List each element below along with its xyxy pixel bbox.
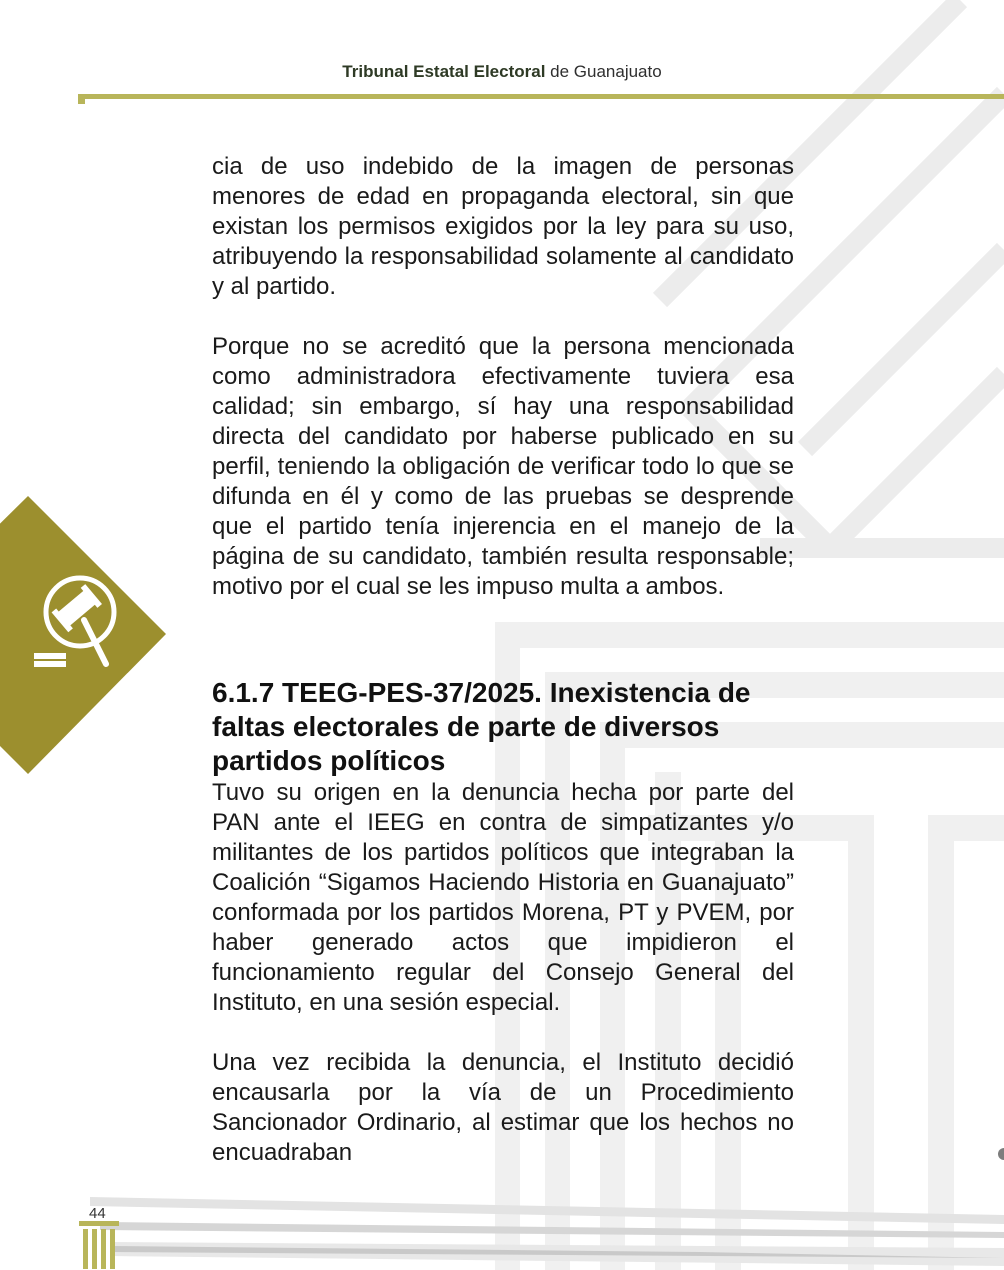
edge-mark — [998, 1148, 1004, 1160]
section-heading: 6.1.7 TEEG-PES-37/2025. Inexistencia de faltas electorales de parte de diversos partidos políticos — [212, 677, 751, 776]
paragraph-2: Porque no se acreditó que la persona mencionada como administradora efectivamente tuviera esa calidad; sin embargo, sí hay una responsabilidad directa del candidato por haberse publicado en su perfil, teniendo la obligación de verificar todo lo que se difunda en él y como de las pruebas se desprende que el partido tenía injerencia en el manejo de la página de su candidato, también resulta responsable; motivo por el cual se les impuso multa a ambos. — [212, 333, 794, 600]
paragraph-4: Una vez recibida la denuncia, el Instituto decidió encausarla por la vía de un Procedimiento Sancionador Ordinario, al estimar que los hechos no encuadraban — [212, 1049, 794, 1166]
running-header — [0, 62, 1004, 82]
header-title-bold: Tribunal Estatal Electoral — [342, 62, 546, 81]
header-title-rest: de Guanajuato — [545, 62, 662, 81]
side-badge — [0, 496, 166, 774]
paragraph-1: cia de uso indebido de la imagen de personas menores de edad en propaganda electoral, sin que existan los permisos exigidos por la ley para su uso, atribuyendo la responsabilidad solamente al candidato y al partido. — [212, 153, 794, 300]
main-content — [212, 152, 794, 1168]
page-number: 44 — [89, 1205, 106, 1222]
paragraph-3: Tuvo su origen en la denuncia hecha por parte del PAN ante el IEEG en contra de simpatizantes y/o militantes de los partidos políticos que integraban la Coalición “Sigamos Haciendo Historia en Guanajuato” conformada por los partidos Morena, PT y PVEM, por haber generado actos que impidieron el funcionamiento regular del Consejo General del Instituto, en una sesión especial. — [212, 779, 794, 1016]
